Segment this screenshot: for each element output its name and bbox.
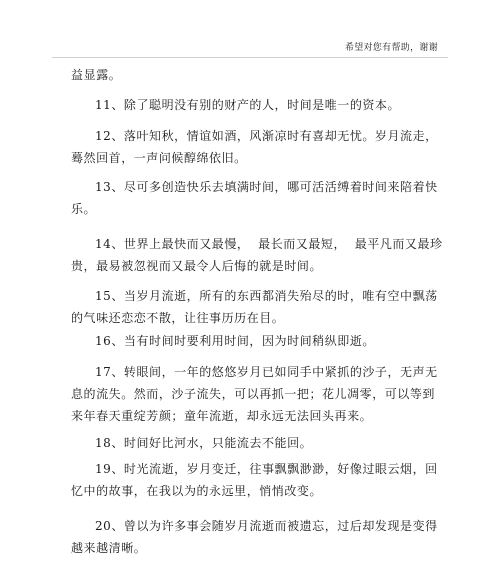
item-text: 、曾以为许多事会随岁月流逝而被遗忘，过后却发现是变得越来越清晰。 — [71, 519, 438, 555]
item-text: 、世界上最快而又最慢， 最长而又最短， 最平凡而又最珍贵，最易被忽视而又最令人后悔的就是时间。 — [71, 237, 443, 273]
list-item-14 — [71, 233, 443, 277]
list-item-18 — [71, 432, 443, 454]
list-item-13 — [71, 176, 443, 220]
item-number: 15 — [95, 289, 112, 303]
list-item-15 — [71, 285, 443, 329]
list-item-11 — [71, 94, 443, 116]
header-divider — [52, 57, 448, 58]
item-number: 12 — [95, 129, 112, 143]
list-item-12 — [71, 125, 443, 169]
item-number: 19 — [95, 462, 112, 476]
list-item-20 — [71, 515, 443, 559]
item-text: 、时间好比河水，只能流去不能回。 — [111, 436, 313, 450]
list-item-19 — [71, 458, 443, 502]
list-item-17 — [71, 361, 443, 427]
paragraph-fragment: 益显露。 — [71, 68, 122, 82]
list-item-16 — [71, 330, 443, 352]
item-number: 18 — [95, 436, 112, 450]
item-text: 、时光流逝，岁月变迁，往事飘飘渺渺，好像过眼云烟，回忆中的故事，在我以为的永远里，悄悄改变。 — [71, 462, 438, 498]
item-number: 14 — [95, 237, 112, 251]
item-number: 11 — [95, 98, 112, 112]
item-number: 20 — [95, 519, 112, 533]
item-number: 17 — [95, 365, 112, 379]
header-note: 希望对您有帮助，谢谢 — [344, 43, 438, 53]
item-text: 、转眼间，一年的悠悠岁月已如同手中紧抓的沙子，无声无息的流失。然而，沙子流失，可以再抓一把；花儿凋零，可以等到来年春天重绽芳颜；童年流逝，却永远无法回头再来。 — [71, 365, 438, 423]
item-text: 、除了聪明没有别的财产的人，时间是唯一的资本。 — [111, 98, 401, 112]
item-text: 、尽可多创造快乐去填满时间，哪可活活缚着时间来陪着快乐。 — [71, 180, 438, 216]
item-text: 、当岁月流逝，所有的东西都消失殆尽的时，唯有空中飘荡的气味还恋恋不散，让往事历历在目。 — [71, 289, 438, 325]
item-text: 、当有时间时要利用时间，因为时间稍纵即逝。 — [111, 334, 375, 348]
item-text: 、落叶知秋，情谊如酒，风渐凉时有喜却无忧。岁月流走，蓦然回首，一声问候醇绵依旧。 — [71, 129, 438, 165]
item-number: 13 — [95, 180, 112, 194]
item-number: 16 — [95, 334, 112, 348]
